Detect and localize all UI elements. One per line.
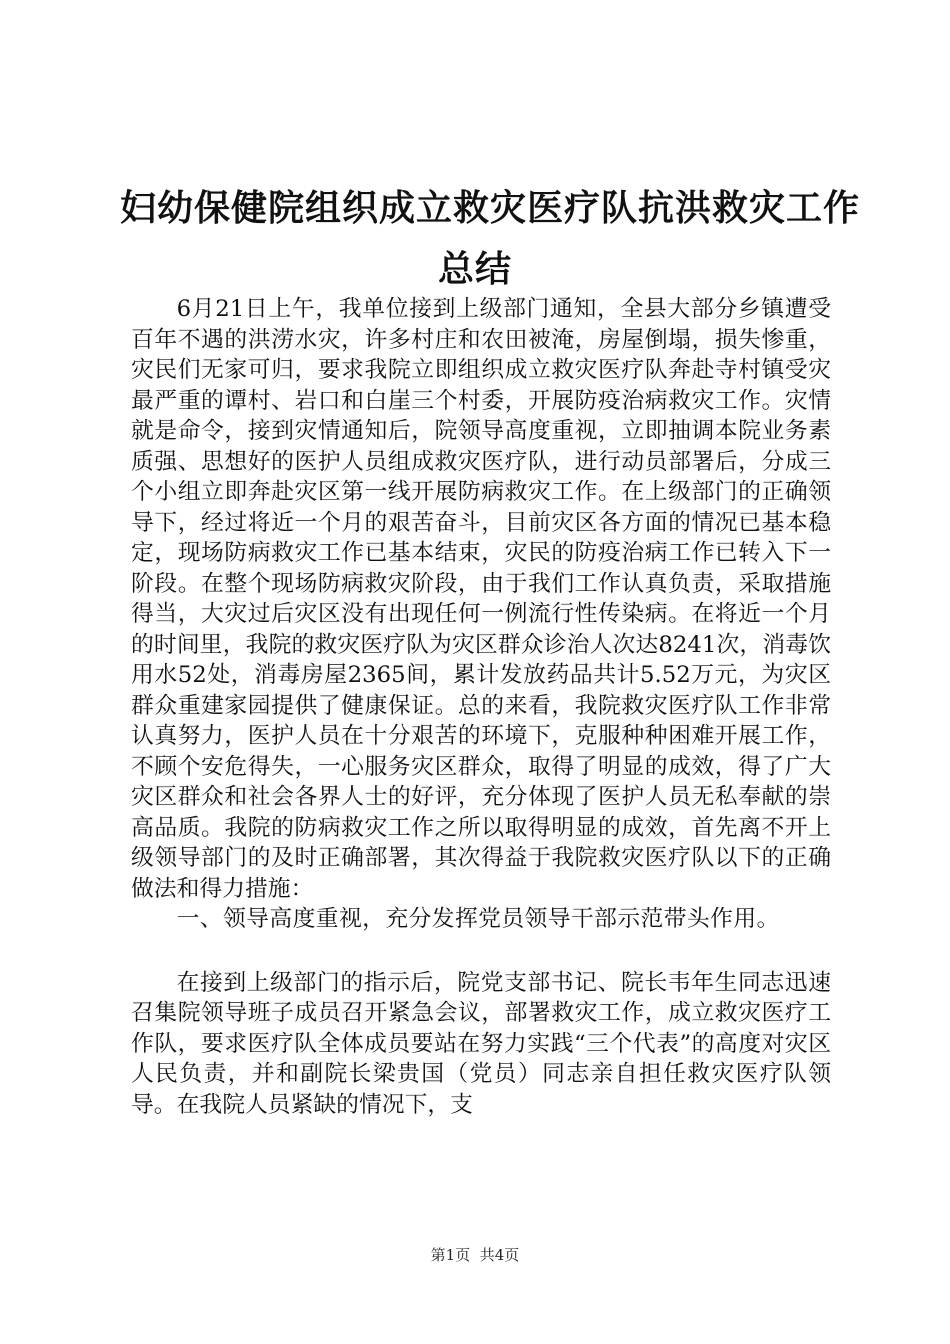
body-paragraph-2: 在接到上级部门的指示后，院党支部书记、院长韦年生同志迅速召集院领导班子成员召开紧急会议，部署救灾工作，成立救灾医疗工作队，要求医疗队全体成员要站在努力实践“三个代表”的高度对灾区人民负责，并和副院长梁贵国（党员）同志亲自担任救灾医疗队领导。在我院人员紧缺的情况下，支	[131, 969, 831, 1118]
page-number: 第1页	[430, 1246, 471, 1264]
document-body	[131, 294, 831, 1120]
document-title-line-2: 总结	[437, 249, 512, 290]
section-heading-1: 一、领导高度重视，充分发挥党员领导干部示范带头作用。	[176, 906, 780, 932]
body-paragraph-1: 6月21日上午，我单位接到上级部门通知，全县大部分乡镇遭受百年不遇的洪涝水灾，许多村庄和农田被淹，房屋倒塌，损失惨重，灾民们无家可归，要求我院立即组织成立救灾医疗队奔赴寺村镇受灾最严重的谭村、岩口和白崖三个村委，开展防疫治病救灾工作。灾情就是命令，接到灾情通知后，院领导高度重视，立即抽调本院业务素质强、思想好的医护人员组成救灾医疗队，进行动员部署后，分成三个小组立即奔赴灾区第一线开展防病救灾工作。在上级部门的正确领导下，经过将近一个月的艰苦奋斗，目前灾区各方面的情况已基本稳定，现场防病救灾工作已基本结束，灾民的防疫治病工作已转入下一阶段。在整个现场防病救灾阶段，由于我们工作认真负责，采取措施得当，大灾过后灾区没有出现任何一例流行性传染病。在将近一个月的时间里，我院的救灾医疗队为灾区群众诊治人次达8241次，消毒饮用水52处，消毒房屋2365间，累计发放药品共计5.52万元，为灾区群众重建家园提供了健康保证。总的来看，我院救灾医疗队工作非常认真努力，医护人员在十分艰苦的环境下，克服种种困难开展工作，不顾个安危得失，一心服务灾区群众，取得了明显的成效，得了广大灾区群众和社会各界人士的好评，充分体现了医护人员无私奉献的崇高品质。我院的防病救灾工作之所以取得明显的成效，首先离不开上级领导部门的及时正确部署，其次得益于我院救灾医疗队以下的正确做法和得力措施：	[131, 296, 831, 902]
page-footer	[0, 1245, 950, 1265]
document-title-line-1: 妇幼保健院组织成立救灾医疗队抗洪救灾工作	[120, 188, 861, 229]
page-total: 共4页	[479, 1246, 520, 1264]
